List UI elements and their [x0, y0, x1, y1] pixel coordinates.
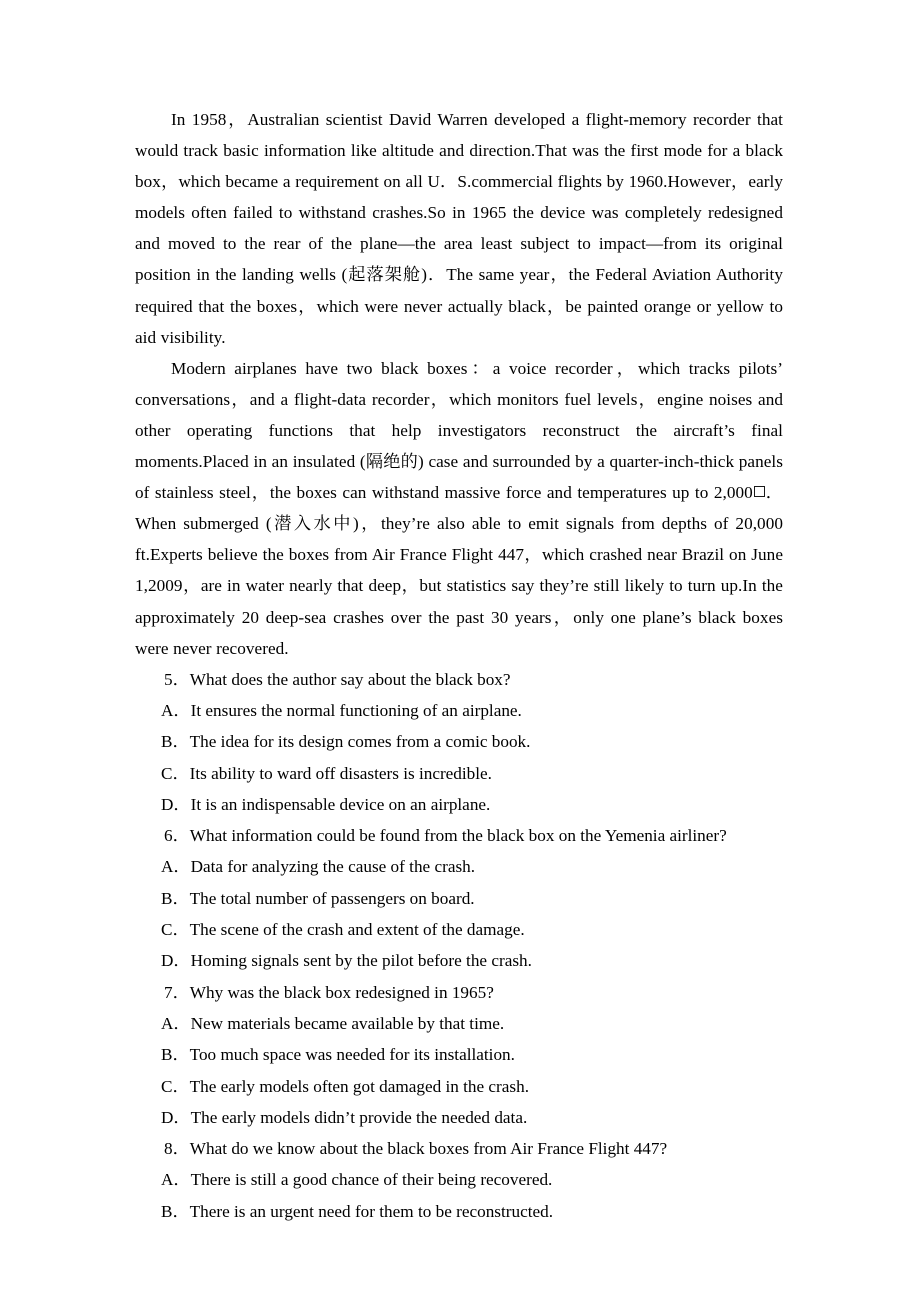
question-list	[135, 664, 783, 1227]
option-marker: C．	[161, 763, 190, 783]
question-5-text: What does the author say about the black box?	[189, 669, 511, 689]
option-marker: A．	[161, 1013, 191, 1033]
question-5-stem	[135, 664, 783, 695]
question-8-number: 8．	[164, 1139, 190, 1159]
question-6-number: 6．	[164, 826, 190, 846]
question-6-option-b[interactable]	[135, 883, 783, 914]
option-text: The idea for its design comes from a comic book.	[189, 732, 531, 752]
passage-paragraph-2-segment-b: ．When submerged (潜入水中)，they’re also able to emit signals from depths of 20,000 ft.Experts believe the boxes from Air France Flight 447，which crashed near Brazil on June 1,2009，are in water nearly that deep，but statistics say they’re still likely to turn up.In the approximately 20 deep-sea crashes over the past 30 years，only one plane’s black boxes were never recovered.	[135, 483, 783, 658]
page-content	[135, 104, 783, 1227]
question-7-number: 7．	[164, 982, 190, 1002]
option-marker: B．	[161, 732, 190, 752]
option-text: Too much space was needed for its installation.	[189, 1045, 515, 1065]
question-7-text: Why was the black box redesigned in 1965?	[189, 982, 494, 1002]
question-8-stem	[135, 1133, 783, 1164]
question-7-option-a[interactable]	[135, 1008, 783, 1039]
question-7-stem	[135, 977, 783, 1008]
question-8-option-a[interactable]	[135, 1164, 783, 1195]
question-5-option-b[interactable]	[135, 726, 783, 757]
option-marker: A．	[161, 700, 191, 720]
question-7-option-c[interactable]	[135, 1071, 783, 1102]
option-text: It is an indispensable device on an airplane.	[190, 794, 491, 814]
passage-paragraph-2-segment-a: Modern airplanes have two black boxes：a voice recorder，which tracks pilots’ conversations，and a flight-data recorder，which monitors fuel levels，engine noises and other operating functions that help investigators reconstruct the aircraft’s final moments.Placed in an insulated (隔绝的) case and surrounded by a quarter-inch-thick panels of stainless steel，the boxes can withstand massive force and temperatures up to 2,000	[135, 358, 783, 503]
option-marker: B．	[161, 1201, 190, 1221]
option-marker: C．	[161, 1076, 190, 1096]
option-marker: A．	[161, 857, 191, 877]
option-marker: C．	[161, 920, 190, 940]
question-5-number: 5．	[164, 669, 190, 689]
question-8-text: What do we know about the black boxes from Air France Flight 447?	[189, 1139, 668, 1159]
missing-glyph-box-icon	[754, 486, 765, 497]
question-5-option-a[interactable]	[135, 695, 783, 726]
question-5-option-c[interactable]	[135, 758, 783, 789]
question-6-option-d[interactable]	[135, 945, 783, 976]
option-marker: B．	[161, 888, 190, 908]
question-6-stem	[135, 820, 783, 851]
question-7-option-d[interactable]	[135, 1102, 783, 1133]
option-marker: D．	[161, 794, 191, 814]
option-text: There is an urgent need for them to be reconstructed.	[189, 1201, 554, 1221]
question-8-option-b[interactable]	[135, 1196, 783, 1227]
option-text: The scene of the crash and extent of the damage.	[189, 920, 525, 940]
question-5-option-d[interactable]	[135, 789, 783, 820]
question-6-option-a[interactable]	[135, 851, 783, 882]
option-marker: D．	[161, 1107, 191, 1127]
option-text: The early models often got damaged in the crash.	[189, 1076, 529, 1096]
option-text: Data for analyzing the cause of the crash.	[190, 857, 476, 877]
option-marker: B．	[161, 1045, 190, 1065]
question-6-option-c[interactable]	[135, 914, 783, 945]
option-marker: D．	[161, 951, 191, 971]
passage-paragraph-2	[135, 353, 783, 664]
option-text: Its ability to ward off disasters is incredible.	[189, 763, 492, 783]
option-marker: A．	[161, 1170, 191, 1190]
option-text: New materials became available by that time.	[190, 1013, 505, 1033]
passage-paragraph-1: In 1958，Australian scientist David Warren developed a flight-memory recorder that would track basic information like altitude and direction.That was the first mode for a black box，which became a requirement on all U．S.commercial flights by 1960.However，early models often failed to withstand crashes.So in 1965 the device was completely redesigned and moved to the rear of the plane—the area least subject to impact—from its original position in the landing wells (起落架舱)．The same year，the Federal Aviation Authority required that the boxes，which were never actually black，be painted orange or yellow to aid visibility.	[135, 110, 783, 347]
option-text: The total number of passengers on board.	[189, 888, 475, 908]
option-text: Homing signals sent by the pilot before the crash.	[190, 951, 532, 971]
option-text: The early models didn’t provide the needed data.	[190, 1107, 528, 1127]
option-text: There is still a good chance of their being recovered.	[190, 1170, 553, 1190]
question-7-option-b[interactable]	[135, 1039, 783, 1070]
question-6-text: What information could be found from the black box on the Yemenia airliner?	[189, 826, 727, 846]
option-text: It ensures the normal functioning of an airplane.	[190, 700, 522, 720]
